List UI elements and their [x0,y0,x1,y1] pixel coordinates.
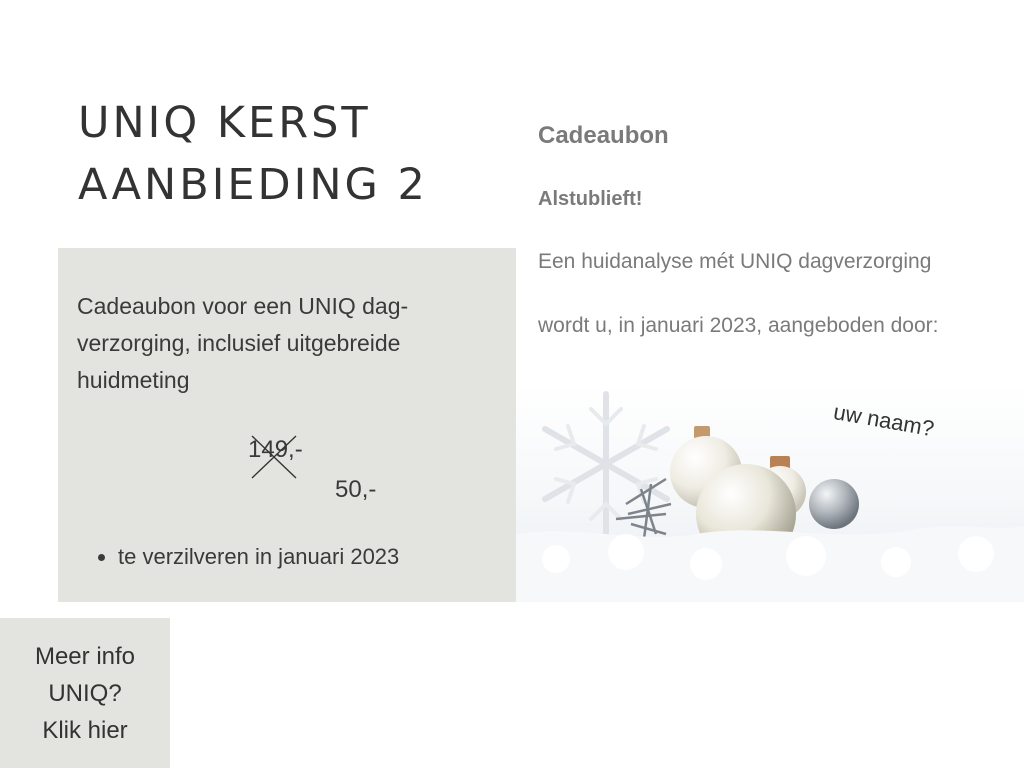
more-info-line-1: Meer info [34,642,136,670]
voucher-title: Cadeaubon [538,122,669,149]
more-info-button[interactable] [0,618,170,768]
old-price: 149,- [248,436,303,463]
strikethrough-cross-icon [250,434,298,480]
voucher-card [516,102,1024,602]
offer-bullet-list [96,544,399,570]
new-price: 50,- [335,476,377,503]
offer-bullet-item: • te verzilveren in januari 2023 [118,544,399,570]
offer-description: Cadeaubon voor een UNIQ dag-verzorging, inclusief uitgebreide huidmeting [77,293,409,393]
name-field[interactable]: uw naam? [831,399,936,442]
voucher-text-line-1: Een huidanalyse mét UNIQ dagverzorging [538,250,932,273]
page-title-line-2: AANBIEDING 2 [78,160,428,210]
voucher-text-line-2: wordt u, in januari 2023, aangeboden door: [538,314,939,337]
page-title [78,92,428,216]
more-info-line-3: Klik hier [42,716,128,744]
voucher-subtitle: Alstublieft! [538,188,643,210]
page-title-line-1: UNIQ KERST [78,98,371,148]
more-info-line-2: UNIQ? [48,679,122,707]
christmas-ornaments-image [516,384,1024,602]
offer-panel [58,248,516,602]
